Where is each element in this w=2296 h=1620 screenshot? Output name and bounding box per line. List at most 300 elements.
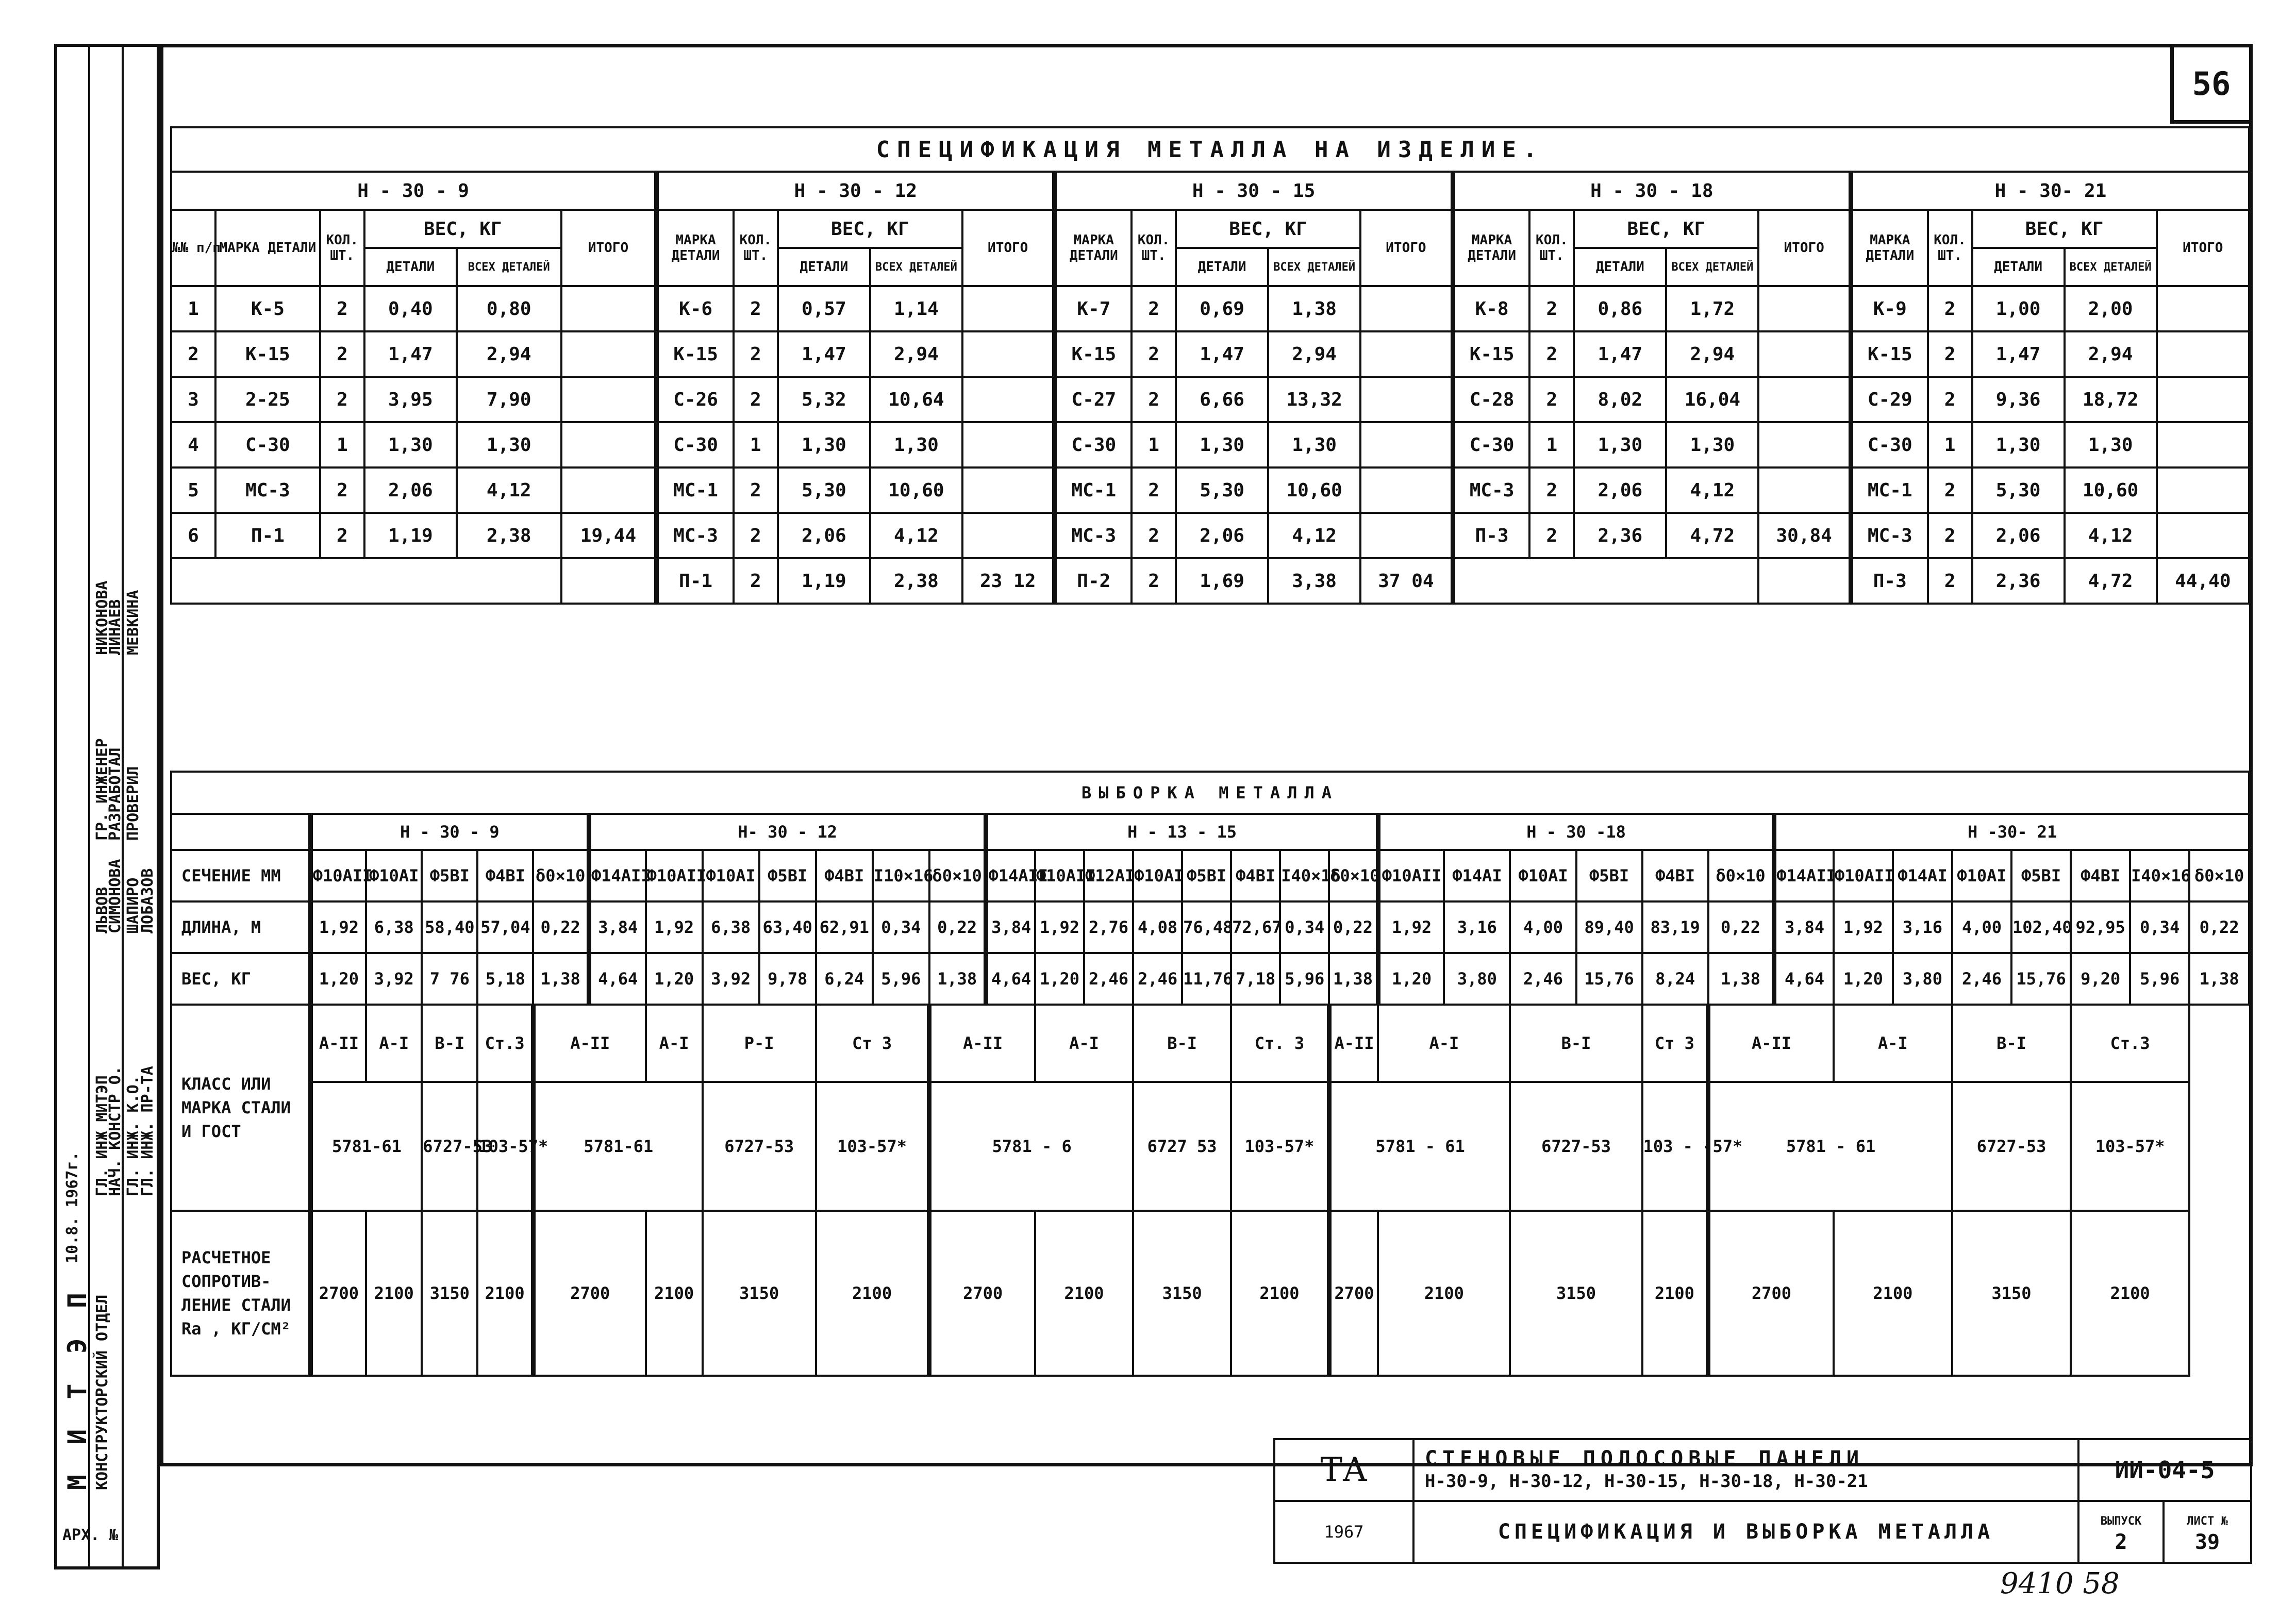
spec-group-name: Н - 30 - 9: [171, 172, 657, 210]
spec-cell: 16,04: [1666, 377, 1758, 422]
title-block-line1: СТЕНОВЫЕ ПОЛОСОВЫЕ ПАНЕЛИ: [1425, 1447, 1865, 1471]
spec-total-cell: [1360, 331, 1453, 377]
section-row-cell: δ0×10: [533, 850, 589, 901]
spec-data-row: [171, 331, 2249, 377]
spec-cell: 1,30: [1574, 422, 1666, 467]
weight-row-cell: 1,38: [1329, 953, 1378, 1005]
spec-cell: П-3: [1851, 558, 1927, 604]
weight-row-cell: 3,92: [366, 953, 422, 1005]
spec-cell: 2,06: [1176, 513, 1268, 558]
spec-cell: 0,57: [778, 286, 870, 331]
spec-group-name: Н - 30 - 18: [1453, 172, 1851, 210]
section-row-cell: Ф12АI: [1084, 850, 1133, 901]
resistance-row-cell: 2100: [646, 1211, 703, 1376]
resistance-row-cell: 2700: [1329, 1211, 1378, 1376]
spec-cell: 1,30: [457, 422, 561, 467]
section-row-cell: Ф5ВI: [1182, 850, 1231, 901]
title-block-product: [1413, 1439, 2078, 1501]
section-row-cell: Ф10АI: [366, 850, 422, 901]
col-qty-header: КОЛ. ШТ.: [1928, 210, 1972, 286]
weight-row: [171, 953, 2249, 1005]
weight-row-label: ВЕС, КГ: [171, 953, 310, 1005]
spec-cell: 2,06: [1972, 513, 2065, 558]
weight-row-cell: 11,76: [1182, 953, 1231, 1005]
length-row-cell: 0,34: [2130, 901, 2189, 953]
spec-cell: 2,38: [870, 558, 962, 604]
gost-row-cell: 5781-61: [310, 1082, 422, 1211]
weight-row-cell: 4,64: [986, 953, 1035, 1005]
spec-cell: 1,30: [364, 422, 457, 467]
stamp-role: ГЛ. ИНЖ. ПР-ТА: [139, 1066, 157, 1196]
spec-group-name: Н - 30 - 12: [657, 172, 1055, 210]
section-row-cell: Ф5ВI: [759, 850, 816, 901]
spec-total-cell: [1360, 513, 1453, 558]
spec-cell: 7,90: [457, 377, 561, 422]
spec-cell: 1,47: [778, 331, 870, 377]
spec-cell: 3,95: [364, 377, 457, 422]
gost-row-cell: 6727-53: [422, 1082, 477, 1211]
weight-row-cell: 5,18: [477, 953, 533, 1005]
spec-cell: 4,12: [457, 467, 561, 513]
weight-row-cell: 1,38: [2189, 953, 2249, 1005]
spec-total-cell: [1360, 286, 1453, 331]
spec-cell: 5,30: [1176, 467, 1268, 513]
spec-cell: 6: [171, 513, 215, 558]
length-row-cell: 4,08: [1133, 901, 1182, 953]
selection-group-name: Н- 30 - 12: [589, 814, 986, 850]
spec-total-cell: [561, 286, 657, 331]
spec-total-cell: [962, 286, 1055, 331]
spec-total-cell: [2157, 467, 2249, 513]
gost-row-cell: 5781 - 61: [1329, 1082, 1510, 1211]
stamp-date: 10.8. 1967г.: [63, 1151, 81, 1263]
stamp-dept: КОНСТРУКТОРСКИЙ ОТДЕЛ: [93, 1294, 111, 1490]
resistance-row-cell: 2100: [1834, 1211, 1952, 1376]
spec-cell: 1,19: [364, 513, 457, 558]
left-stamp-column: [54, 44, 160, 1569]
spec-cell: 2: [734, 286, 778, 331]
length-row-cell: 3,84: [1774, 901, 1834, 953]
spec-cell: 2: [1529, 286, 1574, 331]
length-row-cell: 0,22: [2189, 901, 2249, 953]
length-row-cell: 4,00: [1952, 901, 2011, 953]
stamp-role: ГЛ. ИНЖ. К.О.: [124, 1075, 142, 1196]
section-row-cell: Ф10АII: [310, 850, 366, 901]
spec-total-cell: [1758, 422, 1851, 467]
spec-cell: К-5: [215, 286, 320, 331]
spec-cell: 1: [734, 422, 778, 467]
spec-cell: 2: [320, 513, 364, 558]
spec-cell: 0,86: [1574, 286, 1666, 331]
title-block-org: ТА: [1274, 1439, 1413, 1501]
spec-cell: К-15: [215, 331, 320, 377]
gost-row-cell: 103-57*: [477, 1082, 533, 1211]
weight-row-cell: 2,46: [1952, 953, 2011, 1005]
spec-total-cell: [2157, 286, 2249, 331]
weight-row-cell: 1,38: [1708, 953, 1774, 1005]
weight-row-cell: 4,64: [589, 953, 645, 1005]
section-row-cell: Ф5ВI: [1576, 850, 1642, 901]
spec-total-cell: [561, 467, 657, 513]
spec-cell: 1,47: [1574, 331, 1666, 377]
stamp-role: ГЛ. ИНЖ МИТЭП: [93, 1075, 111, 1196]
steel-class-row-cell: В-I: [1510, 1005, 1642, 1082]
selection-group-name: Н - 13 - 15: [986, 814, 1378, 850]
spec-cell: 10,60: [2065, 467, 2157, 513]
steel-class-row-cell: Ст. 3: [1231, 1005, 1329, 1082]
handwritten-inventory-number: 9410 58: [2000, 1567, 2120, 1600]
steel-class-row: [171, 1005, 2249, 1082]
steel-class-row-cell: В-I: [422, 1005, 477, 1082]
weight-row-cell: 3,92: [703, 953, 759, 1005]
selection-label-empty: [171, 814, 310, 850]
weight-row-cell: 2,46: [1510, 953, 1576, 1005]
stamp-role: ГР. ИНЖЕНЕР: [93, 738, 111, 841]
col-marka-header: МАРКА ДЕТАЛИ: [1851, 210, 1927, 286]
weight-row-cell: 2,46: [1084, 953, 1133, 1005]
length-row-cell: 4,00: [1510, 901, 1576, 953]
spec-cell: П-1: [215, 513, 320, 558]
spec-cell: 8,02: [1574, 377, 1666, 422]
length-row-cell: 3,16: [1444, 901, 1510, 953]
section-row-cell: Ф4ВI: [1231, 850, 1280, 901]
sheet-value: 39: [2194, 1530, 2220, 1554]
spec-cell: 2: [320, 331, 364, 377]
spec-cell: 1,72: [1666, 286, 1758, 331]
spec-total-cell: 30,84: [1758, 513, 1851, 558]
spec-cell: МС-1: [657, 467, 734, 513]
spec-total-cell: 19,44: [561, 513, 657, 558]
length-row-cell: 1,92: [1378, 901, 1444, 953]
section-row-cell: Ф4ВI: [477, 850, 533, 901]
steel-class-row-cell: А-I: [366, 1005, 422, 1082]
title-block-sheet: [2164, 1501, 2251, 1563]
spec-cell: 5: [171, 467, 215, 513]
resistance-row-cell: 2700: [1708, 1211, 1834, 1376]
stamp-name: НИКОНОВА: [93, 580, 111, 655]
spec-cell: 1,19: [778, 558, 870, 604]
weight-row-cell: 1,20: [1834, 953, 1893, 1005]
length-row-cell: 76,48: [1182, 901, 1231, 953]
weight-row-cell: 1,38: [929, 953, 986, 1005]
spec-cell: 1,47: [1176, 331, 1268, 377]
selection-title-row: [171, 772, 2249, 814]
length-row-cell: 2,76: [1084, 901, 1133, 953]
spec-title-row: [171, 127, 2249, 172]
spec-cell: 6,66: [1176, 377, 1268, 422]
metal-selection-table: [170, 771, 2250, 1377]
stamp-name: ЛЬВОВ: [93, 887, 111, 933]
spec-total-cell: [561, 377, 657, 422]
steel-class-row-cell: А-I: [646, 1005, 703, 1082]
col-qty-header: КОЛ. ШТ.: [734, 210, 778, 286]
selection-group-name: Н - 30 -18: [1378, 814, 1774, 850]
spec-cell: 2: [734, 331, 778, 377]
gost-row-cell: 103-57*: [816, 1082, 929, 1211]
spec-cell: 2: [1928, 558, 1972, 604]
resistance-row-cell: 3150: [1510, 1211, 1642, 1376]
spec-cell: 2: [734, 513, 778, 558]
spec-cell: 1,47: [364, 331, 457, 377]
length-row-cell: 92,95: [2071, 901, 2130, 953]
length-row-cell: 102,40: [2011, 901, 2071, 953]
spec-total-cell: [1360, 422, 1453, 467]
gost-row-cell: 103-57*: [1231, 1082, 1329, 1211]
gost-row-cell: 5781-61: [533, 1082, 702, 1211]
spec-cell: 0,40: [364, 286, 457, 331]
col-part-weight-header: ДЕТАЛИ: [364, 248, 457, 286]
spec-cell: 1,30: [1268, 422, 1360, 467]
spec-cell: 2: [1928, 286, 1972, 331]
spec-cell: 3: [171, 377, 215, 422]
spec-empty-cell: [1453, 558, 1758, 604]
section-row-cell: δ0×10: [2189, 850, 2249, 901]
spec-cell: С-28: [1453, 377, 1529, 422]
col-all-parts-header: ВСЕХ ДЕТАЛЕЙ: [870, 248, 962, 286]
spec-cell: 2,06: [364, 467, 457, 513]
spec-data-row: [171, 377, 2249, 422]
spec-group-row: [171, 172, 2249, 210]
spec-cell: 2: [171, 331, 215, 377]
spec-data-row: [171, 467, 2249, 513]
weight-row-cell: 9,20: [2071, 953, 2130, 1005]
col-total-header: ИТОГО: [1758, 210, 1851, 286]
spec-cell: С-30: [1055, 422, 1132, 467]
spec-cell: П-1: [657, 558, 734, 604]
spec-header-row-1: [171, 210, 2249, 248]
section-row-cell: Ф10АII: [1834, 850, 1893, 901]
col-qty-header: КОЛ. ШТ.: [320, 210, 364, 286]
spec-cell: К-15: [1453, 331, 1529, 377]
spec-data-row: [171, 513, 2249, 558]
spec-cell: 2,38: [457, 513, 561, 558]
col-part-weight-header: ДЕТАЛИ: [1574, 248, 1666, 286]
weight-row-cell: 1,38: [533, 953, 589, 1005]
col-qty-header: КОЛ. ШТ.: [1132, 210, 1176, 286]
gost-row-cell: 6727-53: [1510, 1082, 1642, 1211]
spec-cell: 1,30: [778, 422, 870, 467]
weight-row-cell: 5,96: [2130, 953, 2189, 1005]
spec-title: СПЕЦИФИКАЦИЯ МЕТАЛЛА НА ИЗДЕЛИЕ.: [171, 127, 2249, 172]
spec-cell: 1,00: [1972, 286, 2065, 331]
section-row-cell: I10×16: [873, 850, 929, 901]
section-row-cell: Ф10АII: [646, 850, 703, 901]
steel-class-row-cell: В-I: [1952, 1005, 2071, 1082]
spec-cell: 1: [1132, 422, 1176, 467]
spec-cell: 1,30: [1176, 422, 1268, 467]
section-row-cell: Ф14АI: [1893, 850, 1952, 901]
stamp-name: ШАПИРО: [124, 877, 142, 933]
spec-empty-cell: [171, 558, 561, 604]
spec-cell: 1,30: [2065, 422, 2157, 467]
stamp-name: МЕВКИНА: [124, 590, 142, 655]
length-row-cell: 0,22: [929, 901, 986, 953]
spec-cell: С-30: [1851, 422, 1927, 467]
spec-cell: 2: [1529, 331, 1574, 377]
gost-row-cell: 6727 53: [1133, 1082, 1231, 1211]
col-marka-header: МАРКА ДЕТАЛИ: [1453, 210, 1529, 286]
col-all-parts-header: ВСЕХ ДЕТАЛЕЙ: [457, 248, 561, 286]
gost-row-cell: 103 - -57*: [1642, 1082, 1708, 1211]
metal-specification-table: [170, 126, 2250, 605]
weight-row-cell: 3,80: [1444, 953, 1510, 1005]
weight-row-cell: 7,18: [1231, 953, 1280, 1005]
spec-cell: С-27: [1055, 377, 1132, 422]
section-row-cell: Ф10АII: [1378, 850, 1444, 901]
col-total-header: ИТОГО: [1360, 210, 1453, 286]
spec-total-cell: [2157, 377, 2249, 422]
spec-cell: 2: [1529, 513, 1574, 558]
spec-total-cell: [1758, 377, 1851, 422]
length-row-cell: 63,40: [759, 901, 816, 953]
spec-cell: МС-3: [1055, 513, 1132, 558]
section-row-cell: Ф10АI: [1133, 850, 1182, 901]
spec-cell: 1,38: [1268, 286, 1360, 331]
spec-total-cell: [1360, 377, 1453, 422]
stamp-name: СИМОНОВА: [106, 859, 124, 933]
spec-cell: 2: [320, 286, 364, 331]
section-row-cell: δ0×10: [1708, 850, 1774, 901]
spec-cell: 2: [320, 377, 364, 422]
spec-data-row: [171, 286, 2249, 331]
spec-cell: К-9: [1851, 286, 1927, 331]
spec-cell: 2,06: [1574, 467, 1666, 513]
length-row-cell: 0,22: [1329, 901, 1378, 953]
resistance-row-label: РАСЧЕТНОЕ СОПРОТИВ- ЛЕНИЕ СТАЛИ Rа , КГ/СМ²: [171, 1211, 310, 1376]
spec-cell: 2,94: [1268, 331, 1360, 377]
spec-cell: МС-1: [1055, 467, 1132, 513]
length-row-cell: 57,04: [477, 901, 533, 953]
spec-total-cell: [561, 331, 657, 377]
resistance-row-cell: 2700: [929, 1211, 1035, 1376]
length-row-label: ДЛИНА, М: [171, 901, 310, 953]
title-block: [1273, 1438, 2252, 1564]
length-row-cell: 89,40: [1576, 901, 1642, 953]
weight-row-cell: 6,24: [816, 953, 873, 1005]
stamp-role: РАЗРАБОТАЛ: [106, 747, 124, 841]
spec-cell: 0,69: [1176, 286, 1268, 331]
col-all-parts-header: ВСЕХ ДЕТАЛЕЙ: [2065, 248, 2157, 286]
spec-cell: К-15: [657, 331, 734, 377]
col-marka-header: МАРКА ДЕТАЛИ: [657, 210, 734, 286]
spec-cell: 2: [1132, 558, 1176, 604]
title-block-issue: [2078, 1501, 2164, 1563]
gost-row-cell: 103-57*: [2071, 1082, 2189, 1211]
resistance-row: [171, 1211, 2249, 1376]
weight-row-cell: 5,96: [873, 953, 929, 1005]
steel-class-row-cell: Ст.3: [2071, 1005, 2189, 1082]
spec-cell: 2,00: [2065, 286, 2157, 331]
col-weight-header: ВЕС, КГ: [1972, 210, 2157, 248]
length-row-cell: 58,40: [422, 901, 477, 953]
weight-row-cell: 2,46: [1133, 953, 1182, 1005]
col-weight-header: ВЕС, КГ: [1574, 210, 1758, 248]
resistance-row-cell: 3150: [1952, 1211, 2071, 1376]
col-total-header: ИТОГО: [2157, 210, 2249, 286]
spec-cell: МС-3: [1851, 513, 1927, 558]
spec-cell: 0,80: [457, 286, 561, 331]
spec-cell: 1,69: [1176, 558, 1268, 604]
gost-row: [171, 1082, 2249, 1211]
section-row-cell: Ф4ВI: [1642, 850, 1708, 901]
section-row-cell: Ф14АII: [986, 850, 1035, 901]
spec-cell: 2: [1928, 513, 1972, 558]
col-number-header: №№ п/п: [171, 210, 215, 286]
resistance-row-cell: 2100: [366, 1211, 422, 1376]
spec-cell: 1: [171, 286, 215, 331]
spec-cell: 10,60: [1268, 467, 1360, 513]
spec-cell: 4,72: [2065, 558, 2157, 604]
steel-class-row-cell: Ст.3: [477, 1005, 533, 1082]
title-block-line2: Н-30-9, Н-30-12, Н-30-15, Н-30-18, Н-30-21: [1425, 1471, 1868, 1492]
selection-group-name: Н -30- 21: [1774, 814, 2249, 850]
weight-row-cell: 1,20: [310, 953, 366, 1005]
issue-value: 2: [2115, 1530, 2127, 1554]
weight-row-cell: 1,20: [1035, 953, 1084, 1005]
spec-cell: 2,94: [1666, 331, 1758, 377]
steel-class-row-cell: А-II: [1329, 1005, 1378, 1082]
spec-cell: С-30: [1453, 422, 1529, 467]
spec-cell: 13,32: [1268, 377, 1360, 422]
sheet-number: 56: [2170, 44, 2253, 124]
length-row-cell: 1,92: [646, 901, 703, 953]
spec-total-cell: [962, 513, 1055, 558]
section-row-cell: I40×16: [2130, 850, 2189, 901]
section-row-cell: Ф14АI: [1444, 850, 1510, 901]
section-row-cell: Ф10АII: [1035, 850, 1084, 901]
col-qty-header: КОЛ. ШТ.: [1529, 210, 1574, 286]
gost-row-cell: 5781 - 6: [929, 1082, 1133, 1211]
spec-total-cell: 23 12: [962, 558, 1055, 604]
spec-cell: 1,30: [1666, 422, 1758, 467]
spec-cell: 2: [1132, 331, 1176, 377]
length-row-cell: 0,34: [873, 901, 929, 953]
col-part-weight-header: ДЕТАЛИ: [778, 248, 870, 286]
spec-cell: К-8: [1453, 286, 1529, 331]
length-row-cell: 72,67: [1231, 901, 1280, 953]
spec-cell: 2,94: [457, 331, 561, 377]
spec-total-cell: [962, 467, 1055, 513]
section-row-cell: δ0×10: [929, 850, 986, 901]
spec-cell: 5,30: [1972, 467, 2065, 513]
stamp-archive-number: АРХ. №: [62, 1526, 119, 1544]
spec-cell: С-30: [215, 422, 320, 467]
gost-row-cell: 5781 - 61: [1708, 1082, 1952, 1211]
spec-total-cell: [962, 377, 1055, 422]
spec-cell: 2: [1132, 513, 1176, 558]
issue-label: ВЫПУСК: [2100, 1515, 2142, 1528]
steel-class-row-cell: Р-I: [703, 1005, 816, 1082]
col-marka-header: МАРКА ДЕТАЛИ: [1055, 210, 1132, 286]
spec-cell: 2,36: [1972, 558, 2065, 604]
section-row-cell: Ф4ВI: [816, 850, 873, 901]
col-total-header: ИТОГО: [561, 210, 657, 286]
stamp-name: ЛИНАЕВ: [106, 599, 124, 655]
spec-total-cell: [1360, 467, 1453, 513]
steel-class-row-cell: Ст 3: [1642, 1005, 1708, 1082]
spec-total-cell: 44,40: [2157, 558, 2249, 604]
spec-cell: 2: [1529, 467, 1574, 513]
spec-total-cell: [561, 422, 657, 467]
spec-cell: 18,72: [2065, 377, 2157, 422]
weight-row-cell: 5,96: [1280, 953, 1329, 1005]
spec-cell: 1: [1928, 422, 1972, 467]
length-row-cell: 0,22: [533, 901, 589, 953]
spec-cell: 1,30: [1972, 422, 2065, 467]
length-row-cell: 6,38: [703, 901, 759, 953]
steel-class-row-cell: А-I: [1834, 1005, 1952, 1082]
spec-total-cell: [1758, 331, 1851, 377]
